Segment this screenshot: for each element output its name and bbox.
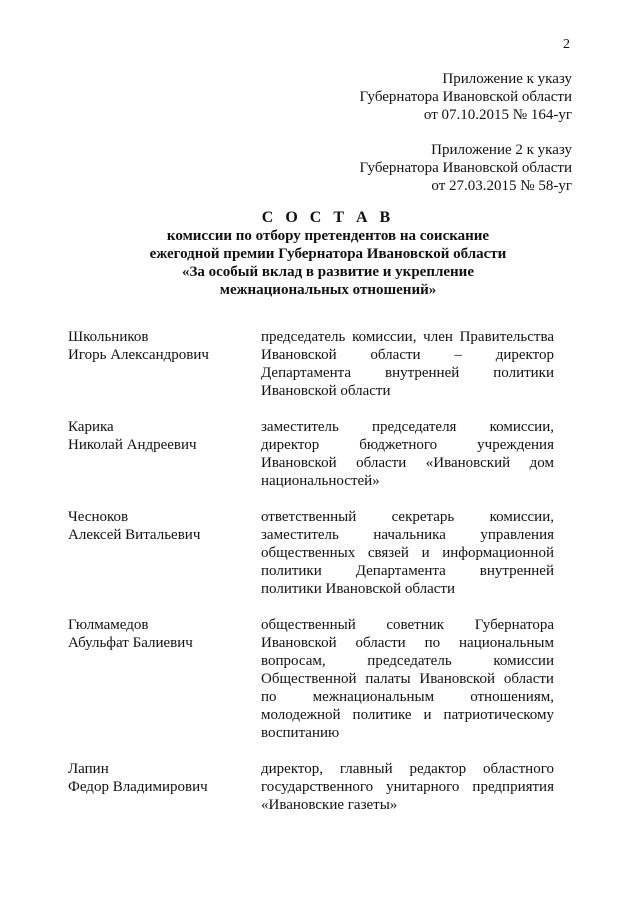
role-word: общественный <box>261 617 356 633</box>
title-heading: С О С Т А В <box>261 209 395 226</box>
role-word: комиссии, <box>352 329 417 345</box>
role-word: Ивановской <box>419 671 495 687</box>
appendix-reference-1 <box>359 70 572 124</box>
member-role-line <box>261 652 554 670</box>
member-row <box>68 508 554 598</box>
role-word: начальника <box>373 527 446 543</box>
role-word: директор, <box>261 761 324 777</box>
member-role <box>261 508 554 598</box>
role-word: заместитель <box>261 527 339 543</box>
role-word: внутренней <box>385 365 460 381</box>
role-word: бюджетного <box>359 437 438 453</box>
member-role-line: национальностей» <box>261 473 380 489</box>
title-line: «За особый вклад в развитие и укрепление <box>181 264 474 280</box>
role-word: комиссии, <box>489 419 554 435</box>
role-word: председатель <box>367 653 452 669</box>
role-word: заместитель <box>261 419 339 435</box>
role-word: член <box>423 329 453 345</box>
member-row <box>68 328 554 400</box>
appendix-reference-2 <box>359 141 572 195</box>
appendix-line: Приложение 2 к указу <box>431 142 572 158</box>
role-word: областного <box>483 761 554 777</box>
title-line: межнациональных отношений» <box>219 282 437 298</box>
appendix-line: от 07.10.2015 № 164-уг <box>423 107 572 123</box>
appendix-line: Приложение к указу <box>442 71 572 87</box>
role-word: комиссии, <box>489 509 554 525</box>
role-word: политике <box>352 707 412 723</box>
member-role-line <box>261 562 554 580</box>
member-name <box>68 616 261 742</box>
role-word: общественных <box>261 545 356 561</box>
member-role-line <box>261 706 554 724</box>
member-row <box>68 418 554 490</box>
member-role-line <box>261 688 554 706</box>
member-role-line <box>261 436 554 454</box>
member-role-line <box>261 508 554 526</box>
role-word: главный <box>339 761 393 777</box>
member-name <box>68 508 261 598</box>
role-word: отношениям, <box>470 689 554 705</box>
member-row <box>68 616 554 742</box>
role-word: учреждения <box>477 437 554 453</box>
member-role-line: Ивановской области <box>261 383 391 399</box>
role-word: Департамента <box>355 563 446 579</box>
role-word: политики <box>261 563 322 579</box>
role-word: политики <box>493 365 554 381</box>
member-role-line <box>261 454 554 472</box>
member-name-line: Карика <box>68 419 114 435</box>
role-word: Ивановской <box>261 455 337 471</box>
role-word: межнациональным <box>312 689 435 705</box>
member-role-line: «Ивановские газеты» <box>261 797 398 813</box>
role-word: Департамента <box>261 365 352 381</box>
role-word: Правительства <box>459 329 554 345</box>
member-name <box>68 760 261 814</box>
role-word: – <box>454 347 462 363</box>
commission-members-list <box>68 328 554 832</box>
member-role-line <box>261 760 554 778</box>
member-role-line <box>261 544 554 562</box>
member-role <box>261 616 554 742</box>
role-word: директор <box>261 437 320 453</box>
role-word: управления <box>480 527 554 543</box>
member-role-line: воспитанию <box>261 725 340 741</box>
member-name-line: Федор Владимирович <box>68 779 208 795</box>
member-role-line <box>261 616 554 634</box>
member-name <box>68 418 261 490</box>
member-name-line: Алексей Витальевич <box>68 527 201 543</box>
role-word: области <box>356 455 407 471</box>
member-role-line: политики Ивановской области <box>261 581 455 597</box>
member-role <box>261 760 554 814</box>
member-role-line <box>261 634 554 652</box>
role-word: председатель <box>261 329 346 345</box>
title-line: ежегодной премии Губернатора Ивановской области <box>149 246 507 262</box>
role-word: внутренней <box>479 563 554 579</box>
member-role-line <box>261 418 554 436</box>
role-word: предприятия <box>472 779 554 795</box>
page-number: 2 <box>563 37 570 52</box>
member-role-line <box>261 526 554 544</box>
member-name-line: Абульфат Балиевич <box>68 635 193 651</box>
role-word: «Ивановский <box>425 455 511 471</box>
member-role-line <box>261 328 554 346</box>
role-word: государственного <box>261 779 374 795</box>
role-word: патриотическому <box>443 707 554 723</box>
member-name-line: Гюлмамедов <box>68 617 149 633</box>
role-word: связей <box>367 545 409 561</box>
appendix-line: от 27.03.2015 № 58-уг <box>431 178 572 194</box>
role-word: молодежной <box>261 707 341 723</box>
document-title <box>60 209 596 299</box>
role-word: по <box>424 635 441 651</box>
member-role <box>261 418 554 490</box>
role-word: Ивановской <box>261 347 337 363</box>
member-role-line <box>261 346 554 364</box>
member-name <box>68 328 261 400</box>
role-word: дом <box>529 455 554 471</box>
role-word: области <box>503 671 554 687</box>
role-word: Ивановской <box>261 635 337 651</box>
role-word: и <box>421 545 430 561</box>
role-word: ответственный <box>261 509 357 525</box>
role-word: секретарь <box>391 509 455 525</box>
role-word: информационной <box>442 545 554 561</box>
member-role-line <box>261 364 554 382</box>
member-name-line: Николай Андреевич <box>68 437 197 453</box>
role-word: комиссии <box>493 653 554 669</box>
member-name-line: Лапин <box>68 761 109 777</box>
role-word: вопросам, <box>261 653 326 669</box>
role-word: по <box>261 689 277 705</box>
role-word: Общественной <box>261 671 357 687</box>
title-line: комиссии по отбору претендентов на соискание <box>166 228 490 244</box>
role-word: национальным <box>459 635 554 651</box>
member-role-line <box>261 778 554 796</box>
role-word: редактор <box>409 761 467 777</box>
role-word: и <box>423 707 432 723</box>
role-word: области <box>370 347 421 363</box>
member-row <box>68 760 554 814</box>
role-word: области <box>355 635 406 651</box>
role-word: директор <box>495 347 554 363</box>
member-role-line <box>261 670 554 688</box>
role-word: палаты <box>365 671 411 687</box>
role-word: Губернатора <box>474 617 554 633</box>
role-word: унитарного <box>386 779 460 795</box>
member-name-line: Игорь Александрович <box>68 347 209 363</box>
appendix-line: Губернатора Ивановской области <box>359 160 572 176</box>
role-word: советник <box>386 617 445 633</box>
appendix-line: Губернатора Ивановской области <box>359 89 572 105</box>
member-name-line: Чесноков <box>68 509 129 525</box>
member-role <box>261 328 554 400</box>
member-name-line: Школьников <box>68 329 149 345</box>
role-word: председателя <box>372 419 457 435</box>
